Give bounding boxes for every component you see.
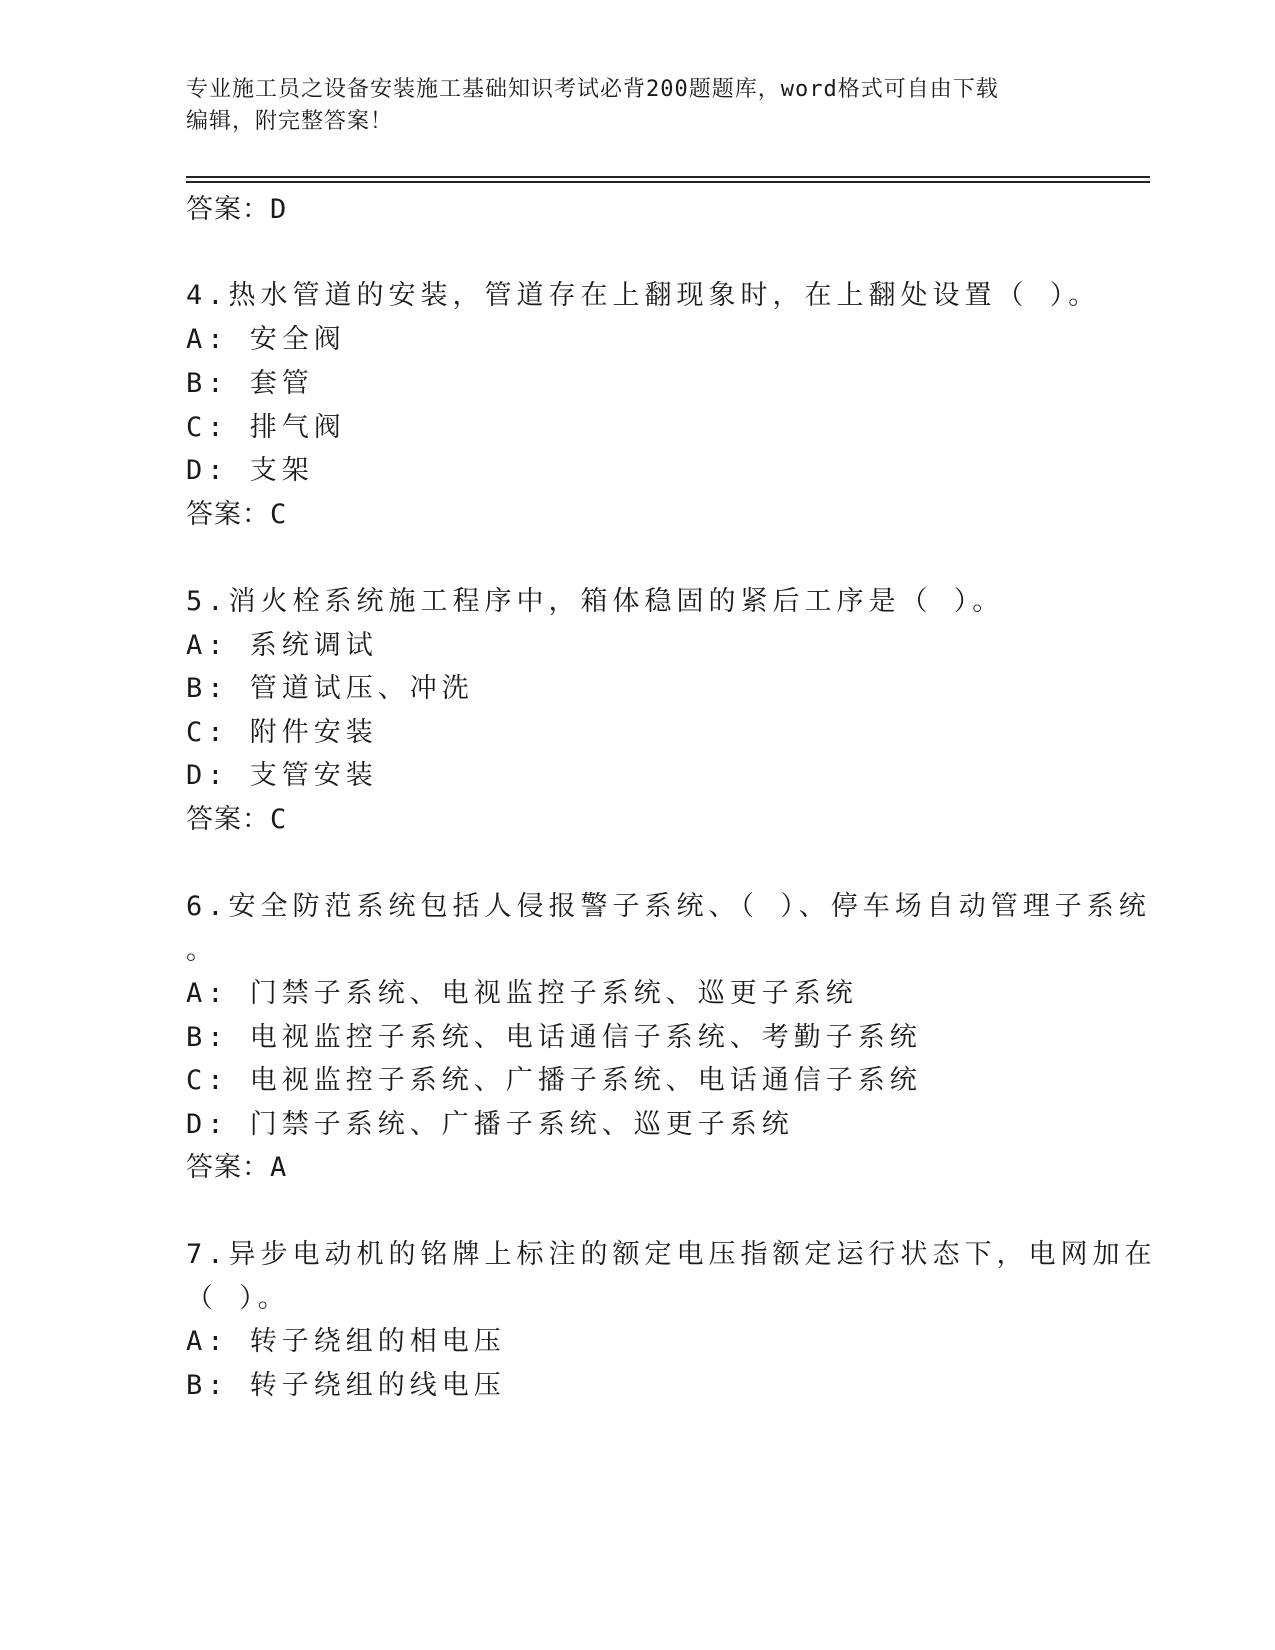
option-a: A: 转子绕组的相电压 [186, 1326, 506, 1357]
option-d: D: 支管安装 [186, 760, 378, 791]
option-a: A: 安全阀 [186, 324, 346, 355]
question-stem-line-2: （ ）。 [186, 1283, 290, 1314]
option-c: C: 电视监控子系统、广播子系统、电话通信子系统 [186, 1065, 922, 1096]
option-a: A: 系统调试 [186, 630, 378, 661]
option-b: B: 电视监控子系统、电话通信子系统、考勤子系统 [186, 1022, 922, 1053]
option-a: A: 门禁子系统、电视监控子系统、巡更子系统 [186, 978, 858, 1009]
previous-answer: 答案：D [186, 194, 288, 225]
question-stem: 4.热水管道的安装，管道存在上翻现象时，在上翻处设置（ ）。 [186, 280, 1101, 311]
option-d: D: 支架 [186, 455, 314, 486]
document-header [186, 74, 1066, 138]
question-stem-line-1: 6.安全防范系统包括人侵报警子系统、（ ）、停车场自动管理子系统 [186, 891, 1151, 922]
option-b: B: 套管 [186, 368, 314, 399]
answer: 答案：C [186, 804, 288, 835]
option-b: B: 管道试压、冲洗 [186, 673, 474, 704]
option-c: C: 附件安装 [186, 717, 378, 748]
header-rule-top [186, 176, 1150, 178]
question-stem-line-1: 7.异步电动机的铭牌上标注的额定电压指额定运行状态下，电网加在 [186, 1239, 1157, 1270]
header-line-2: 编辑，附完整答案！ [186, 109, 394, 134]
option-d: D: 门禁子系统、广播子系统、巡更子系统 [186, 1109, 794, 1140]
answer: 答案：A [186, 1152, 288, 1183]
option-c: C: 排气阀 [186, 412, 346, 443]
question-stem-line-2: 。 [186, 935, 218, 966]
header-rule-bottom [186, 181, 1150, 183]
answer: 答案：C [186, 499, 288, 530]
question-stem: 5.消火栓系统施工程序中，箱体稳固的紧后工序是（ ）。 [186, 586, 1005, 617]
header-line-1: 专业施工员之设备安装施工基础知识考试必背200题题库，word格式可自由下载 [186, 77, 999, 102]
option-b: B: 转子绕组的线电压 [186, 1370, 506, 1401]
